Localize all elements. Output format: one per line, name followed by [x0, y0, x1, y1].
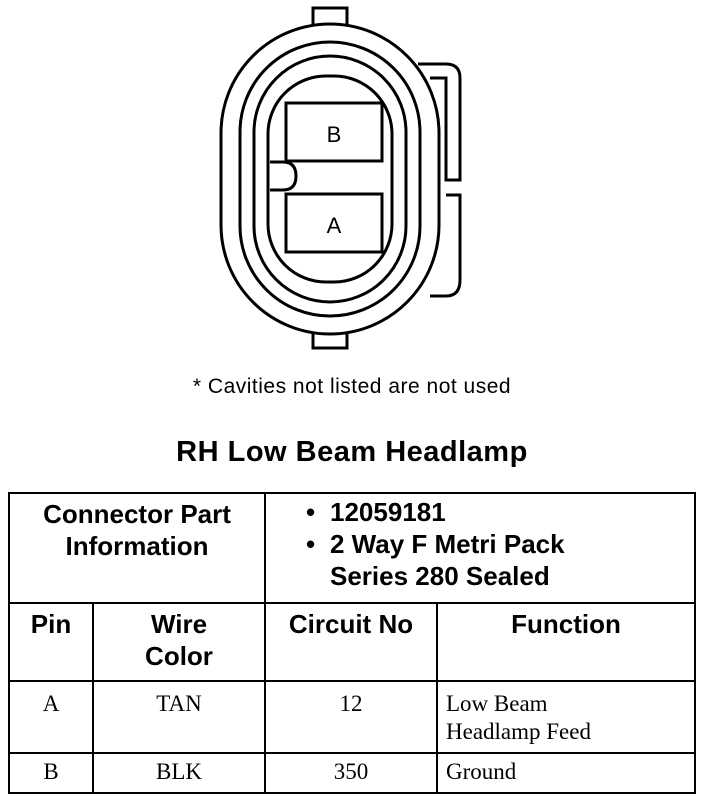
row-b-pin: B: [9, 753, 93, 793]
header-wire-line2: Color: [145, 641, 213, 671]
part-info-label-line2: Information: [65, 531, 209, 561]
row-b-function: Ground: [437, 753, 695, 793]
part-description: • 2 Way F Metri Pack: [306, 528, 694, 560]
header-pin: Pin: [9, 603, 93, 681]
row-a-function-line1: Low Beam: [446, 691, 548, 716]
part-number: • 12059181: [306, 496, 694, 528]
row-b-color: BLK: [93, 753, 265, 793]
unused-cavities-note: * Cavities not listed are not used: [192, 375, 512, 398]
row-a-color: TAN: [93, 681, 265, 753]
diagram-title: RH Low Beam Headlamp: [176, 436, 528, 468]
part-info-values-cell: [265, 493, 695, 603]
connector-diagram: [0, 0, 704, 370]
table-row: [9, 681, 695, 753]
cavity-a-label: A: [326, 213, 342, 238]
header-function: Function: [437, 603, 695, 681]
part-info-label-cell: [9, 493, 265, 603]
header-circuit-no: Circuit No: [265, 603, 437, 681]
table-row: [9, 753, 695, 793]
row-a-function: [437, 681, 695, 753]
connector-info-table: [8, 492, 696, 794]
part-info-row: [9, 493, 695, 603]
row-a-function-line2: Headlamp Feed: [446, 719, 591, 744]
part-description-cont: Series 280 Sealed: [330, 561, 550, 591]
header-wire-line1: Wire: [150, 609, 208, 639]
cavity-b-label: B: [326, 122, 342, 147]
row-b-circuit: 350: [265, 753, 437, 793]
header-wire-color: [93, 603, 265, 681]
polarizing-key: [270, 162, 296, 190]
part-info-label-line1: Connector Part: [43, 499, 231, 529]
row-a-circuit: 12: [265, 681, 437, 753]
column-header-row: [9, 603, 695, 681]
row-a-pin: A: [9, 681, 93, 753]
